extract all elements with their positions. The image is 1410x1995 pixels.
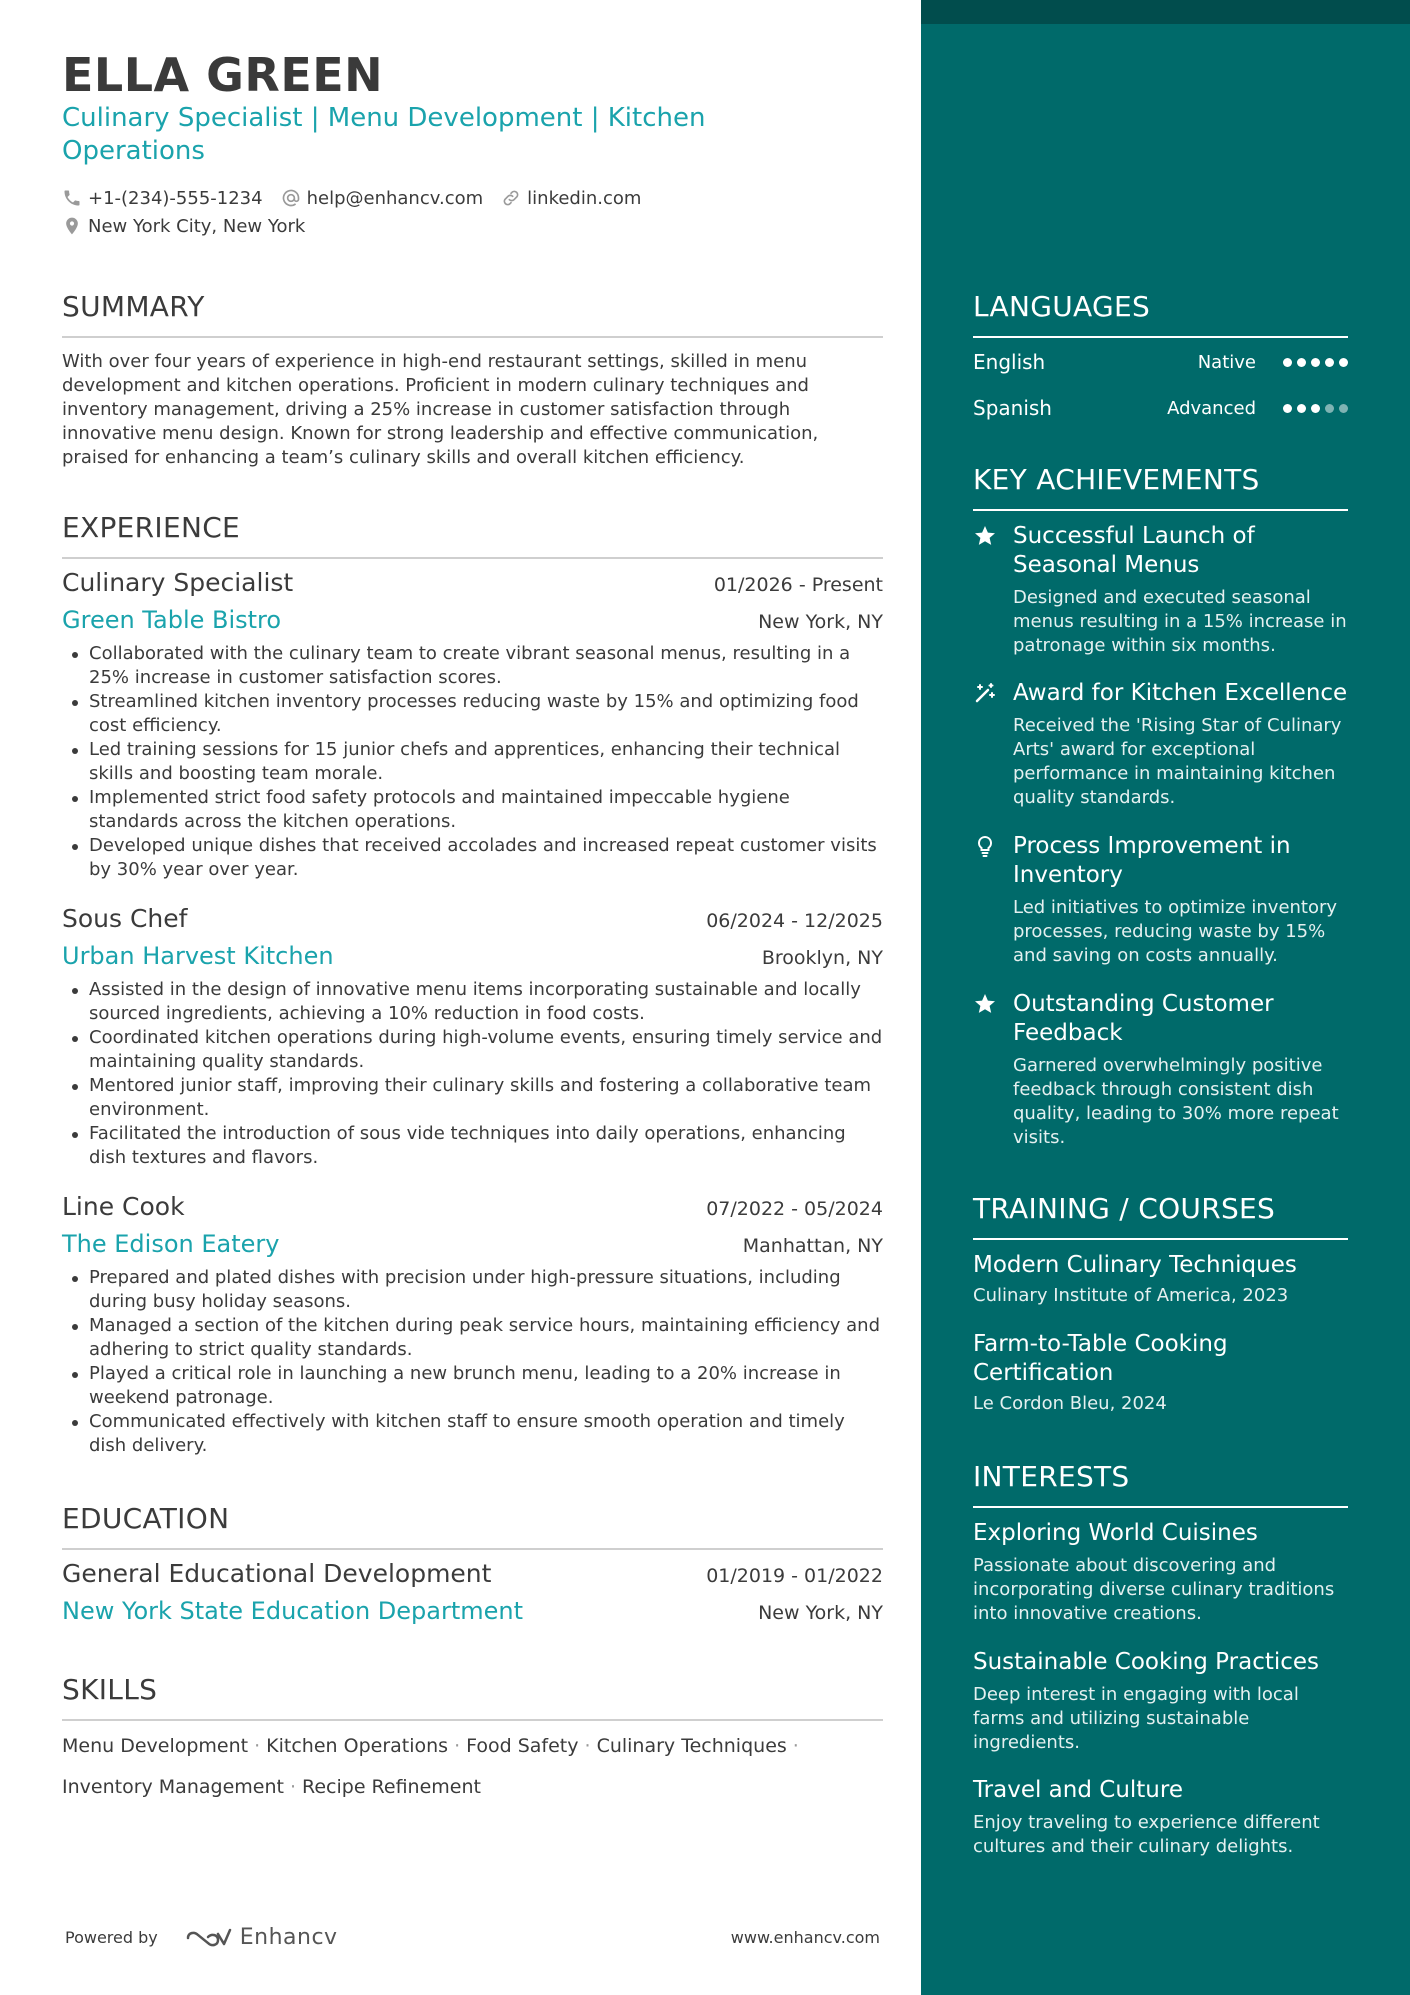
course-title: Farm-to-Table Cooking Certification [973,1331,1228,1386]
interest-item [973,1776,1348,1859]
linkedin-text: linkedin.com [527,187,642,209]
candidate-title [62,102,722,168]
bullet-item: Streamlined kitchen inventory processes reducing waste by 15% and optimizing food cost efficiency. [62,690,883,738]
achievement-desc: Designed and executed seasonal menus resulting in a 15% increase in patronage within six months. [1013,587,1347,656]
wand-icon [973,681,997,705]
dot-filled [1283,404,1292,413]
summary-heading: SUMMARY [62,290,205,323]
course-provider: Culinary Institute of America, 2023 [973,1285,1289,1306]
interest-title: Exploring World Cuisines [973,1520,1258,1546]
language-item [973,350,1348,374]
job-role: Culinary Specialist [62,568,294,597]
skill-item: Culinary Techniques [596,1734,787,1757]
education-location: New York, NY [758,1602,883,1624]
sidebar-top-band [921,0,1410,24]
link-icon [501,188,521,208]
skill-item: Kitchen Operations [266,1734,449,1757]
bullet-item: Prepared and plated dishes with precision under high-pressure situations, including during busy holiday seasons. [62,1266,883,1314]
bullet-item: Assisted in the design of innovative menu items incorporating sustainable and locally sourced ingredients, achieving a 10% reduction in food costs. [62,978,883,1026]
course-item [973,1251,1348,1308]
education-degree: General Educational Development [62,1559,492,1588]
achievement-item [973,522,1348,658]
course-provider: Le Cordon Bleu, 2024 [973,1393,1167,1414]
course-title: Modern Culinary Techniques [973,1252,1297,1278]
footer-website[interactable]: www.enhancv.com [730,1928,880,1947]
language-level: Native [1197,351,1256,373]
star-icon [973,524,997,548]
interest-title: Travel and Culture [973,1777,1183,1803]
education-entry [62,1559,883,1633]
job-location: Manhattan, NY [742,1235,883,1257]
at-icon [281,188,301,208]
job-location: New York, NY [758,611,883,633]
dot-empty [1325,404,1334,413]
experience-heading: EXPERIENCE [62,511,241,544]
dot-filled [1297,404,1306,413]
brand-name: Enhancv [239,1925,338,1950]
bullet-item: Led training sessions for 15 junior chefs and apprentices, enhancing their technical skills and boosting team morale. [62,738,883,786]
interest-item [973,1519,1348,1626]
job-company: The Edison Eatery [62,1230,280,1258]
dot-filled [1311,358,1320,367]
dot-filled [1325,358,1334,367]
skill-item: Inventory Management [62,1775,284,1798]
dot-filled [1283,358,1292,367]
training-divider [973,1238,1348,1240]
bullet-item: Mentored junior staff, improving their culinary skills and fostering a collaborative team environment. [62,1074,883,1122]
job-role: Line Cook [62,1192,185,1221]
bullet-item: Developed unique dishes that received accolades and increased repeat customer visits by 30% year over year. [62,834,883,882]
bullet-item: Coordinated kitchen operations during high-volume events, ensuring timely service and maintaining quality standards. [62,1026,883,1074]
enhancv-logo-icon [184,1926,232,1950]
education-divider [62,1548,883,1550]
candidate-name: ELLA GREEN [62,48,384,102]
bullet-item: Played a critical role in launching a new brunch menu, leading to a 20% increase in weekend patronage. [62,1362,883,1410]
summary-divider [62,336,883,338]
interests-heading: INTERESTS [973,1460,1130,1493]
language-name: Spanish [973,396,1052,420]
education-heading: EDUCATION [62,1502,230,1535]
bullet-item: Managed a section of the kitchen during peak service hours, maintaining efficiency and adhering to strict quality standards. [62,1314,883,1362]
phone-icon [62,188,82,208]
job-dates: 07/2022 - 05/2024 [706,1198,883,1220]
training-heading: TRAINING / COURSES [973,1192,1276,1225]
job-dates: 06/2024 - 12/2025 [706,910,883,932]
job-bullets [62,978,883,1170]
star-icon [973,992,997,1016]
dot-empty [1339,404,1348,413]
powered-by[interactable] [65,1925,338,1950]
achievement-item [973,832,1348,968]
achievement-item [973,990,1348,1150]
location-text: New York City, New York [88,215,306,237]
powered-by-label: Powered by [65,1928,158,1947]
achievement-desc: Led initiatives to optimize inventory processes, reducing waste by 15% and saving on costs annually. [1013,897,1338,966]
summary-text: With over four years of experience in high-end restaurant settings, skilled in menu development and kitchen operations. Proficient in modern culinary techniques and inventory management, driving a 25% increase in customer satisfaction through innovative menu design. Known for strong leadership and effective communication, praised for enhancing a team’s culinary skills and overall kitchen efficiency. [62,351,819,468]
linkedin-item[interactable] [501,188,641,209]
language-level: Advanced [1167,397,1256,419]
achievement-desc: Garnered overwhelmingly positive feedback through consistent dish quality, leading to 30% more repeat visits. [1013,1055,1339,1148]
achievements-heading: KEY ACHIEVEMENTS [973,463,1260,496]
footer [65,1925,880,1950]
interests-divider [973,1506,1348,1508]
phone-text: +1-(234)-555-1234 [88,187,263,209]
location-item [62,216,305,237]
experience-divider [62,557,883,559]
lightbulb-icon [973,834,997,858]
sidebar [921,0,1410,1995]
dot-filled [1339,358,1348,367]
skill-item: Menu Development [62,1734,249,1757]
bullet-item: Communicated effectively with kitchen staff to ensure smooth operation and timely dish delivery. [62,1410,883,1458]
skills-divider [62,1719,883,1721]
title-line-2: Operations [62,136,205,166]
bullet-item: Facilitated the introduction of sous vide techniques into daily operations, enhancing dish textures and flavors. [62,1122,883,1170]
interest-desc: Passionate about discovering and incorporating diverse culinary traditions into innovative creations. [973,1555,1335,1624]
skills-heading: SKILLS [62,1673,158,1706]
job-role: Sous Chef [62,904,188,933]
interest-title: Sustainable Cooking Practices [973,1649,1320,1675]
education-school: New York State Education Department [62,1597,524,1625]
achievement-title: Award for Kitchen Excellence [1013,680,1348,706]
job-company: Green Table Bistro [62,606,282,634]
email-text: help@enhancv.com [306,187,484,209]
bullet-item: Collaborated with the culinary team to create vibrant seasonal menus, resulting in a 25% increase in customer satisfaction scores. [62,642,883,690]
language-name: English [973,350,1046,374]
job-bullets [62,642,883,882]
skills-list: Menu Development · Kitchen Operations · Food Safety · Culinary Techniques · Inventory Management · Recipe Refinement [62,1734,799,1798]
job-entry [62,568,883,882]
job-location: Brooklyn, NY [761,947,883,969]
email-item[interactable] [281,188,484,209]
language-proficiency-dots [1278,404,1348,413]
job-company: Urban Harvest Kitchen [62,942,334,970]
achievement-title: Process Improvement in Inventory [1013,833,1291,888]
achievement-desc: Received the 'Rising Star of Culinary Arts' award for exceptional performance in maintaining kitchen quality standards. [1013,715,1342,808]
achievements-divider [973,509,1348,511]
job-dates: 01/2026 - Present [713,574,883,596]
contact-info [62,184,659,240]
achievement-item [973,679,1348,810]
job-entry [62,1192,883,1458]
interest-desc: Deep interest in engaging with local farms and utilizing sustainable ingredients. [973,1684,1299,1753]
skill-item: Recipe Refinement [302,1775,481,1798]
language-proficiency-dots [1278,358,1348,367]
skill-item: Food Safety [466,1734,579,1757]
interest-item [973,1648,1348,1755]
achievement-title: Outstanding Customer Feedback [1013,991,1274,1046]
job-entry [62,904,883,1170]
location-pin-icon [62,216,82,236]
achievement-title: Successful Launch of Seasonal Menus [1013,523,1255,578]
interest-desc: Enjoy traveling to experience different cultures and their culinary delights. [973,1812,1320,1857]
course-item [973,1330,1348,1416]
dot-filled [1311,404,1320,413]
job-bullets [62,1266,883,1458]
education-dates: 01/2019 - 01/2022 [706,1565,883,1587]
language-item [973,396,1348,420]
bullet-item: Implemented strict food safety protocols and maintained impeccable hygiene standards across the kitchen operations. [62,786,883,834]
languages-divider [973,336,1348,338]
title-line-1: Culinary Specialist | Menu Development | Kitchen [62,103,706,133]
languages-heading: LANGUAGES [973,290,1151,323]
dot-filled [1297,358,1306,367]
phone-item[interactable] [62,188,263,209]
